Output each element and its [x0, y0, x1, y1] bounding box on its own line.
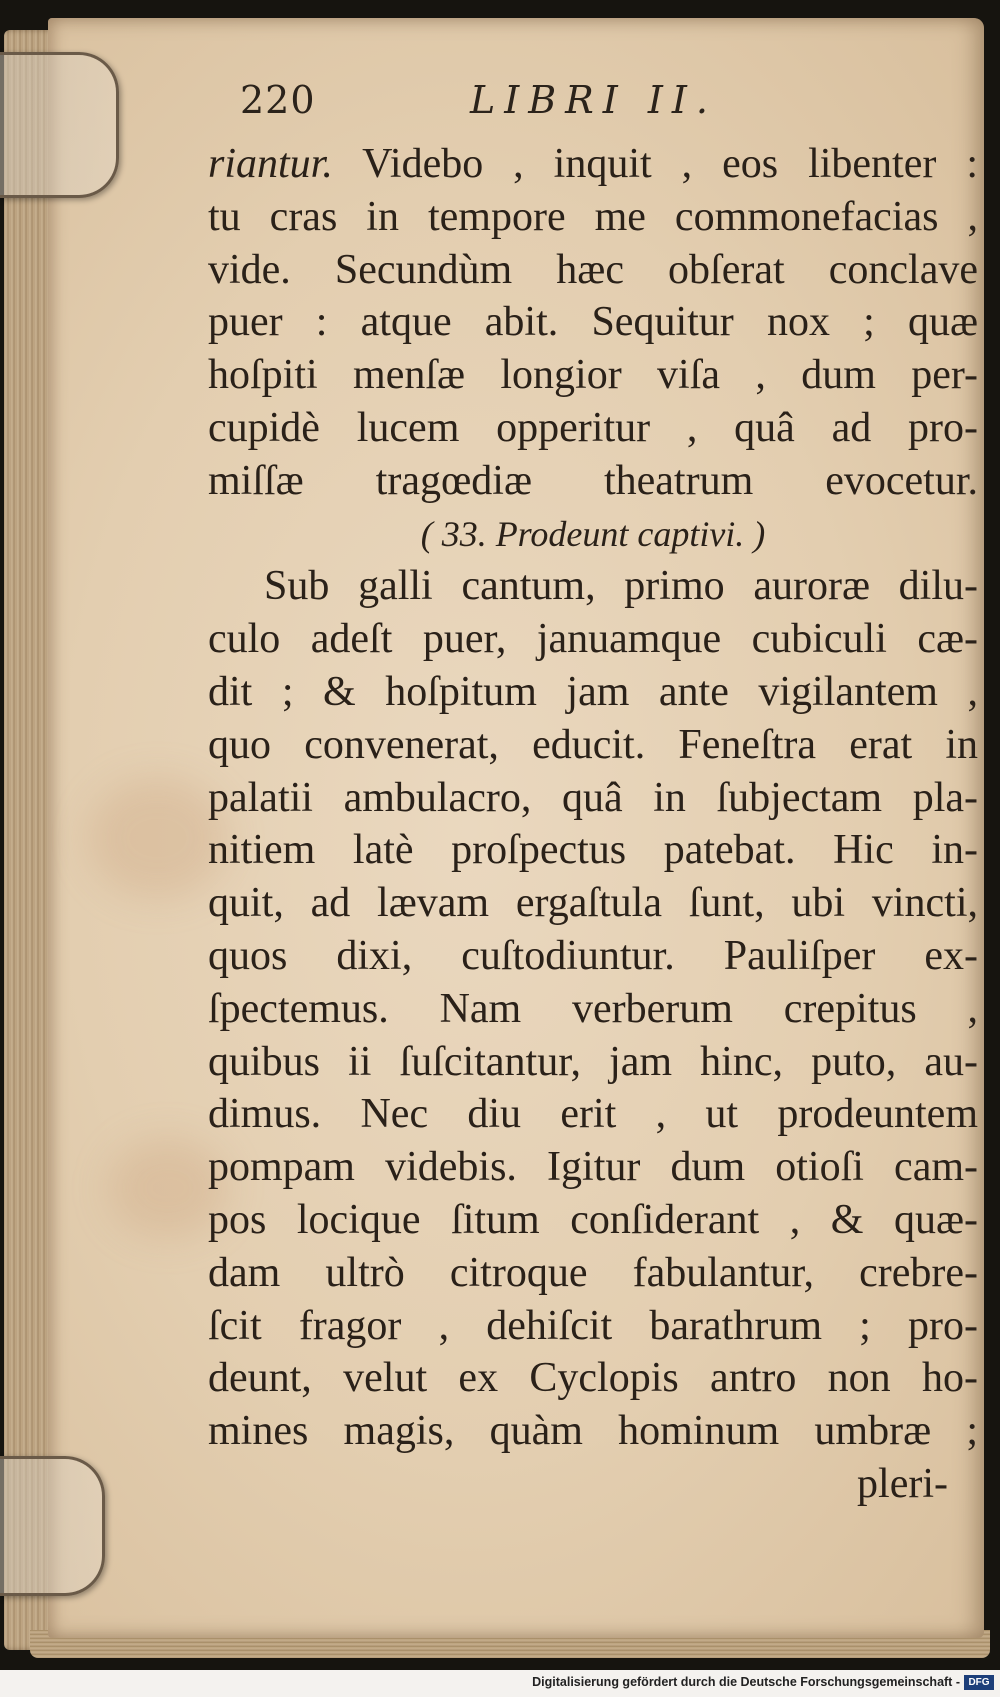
- text-line: dam ultrò citroque fabulantur, crebre-: [208, 1249, 978, 1296]
- text-line: pos locique ſitum conſiderant , & quæ-: [208, 1196, 978, 1243]
- dfg-logo-icon: DFG: [964, 1675, 994, 1690]
- text-line: puer : atque abit. Sequitur nox ; quæ: [208, 299, 978, 346]
- body-text: [208, 138, 978, 1511]
- text-line: [208, 138, 978, 191]
- footer-bar: [0, 1670, 1000, 1697]
- text-line: pompam videbis. Igitur dum otioſi cam-: [208, 1144, 978, 1191]
- page-clip-bottom: [0, 1456, 105, 1596]
- text-line-rest: Videbo , inquit , eos libenter :: [332, 141, 978, 187]
- section-heading: ( 33. Prodeunt captivi. ): [420, 513, 766, 554]
- text-line: mines magis, quàm hominum umbræ ;: [208, 1408, 978, 1455]
- text-line: dimus. Nec diu erit , ut prodeuntem: [208, 1091, 978, 1138]
- catchword: pleri-: [857, 1460, 948, 1507]
- text-line: quo convenerat, educit. Feneſtra erat in: [208, 721, 978, 768]
- text-line: Sub galli cantum, primo auroræ dilu-: [264, 563, 978, 610]
- page-clip-top: [0, 52, 119, 198]
- text-line: cupidè lucem opperitur , quâ ad pro-: [208, 404, 978, 451]
- page-header: [230, 78, 950, 128]
- text-line: culo adeſt puer, januamque cubiculi cæ-: [208, 616, 978, 663]
- text-line: ſcit fragor , dehiſcit barathrum ; pro-: [208, 1302, 978, 1349]
- page-number: 220: [240, 78, 316, 122]
- text-line: miſſæ tragœdiæ theatrum evocetur.: [208, 457, 978, 504]
- text-line: nitiem latè proſpectus patebat. Hic in-: [208, 827, 978, 874]
- text-line: ſpectemus. Nam verberum crepitus ,: [208, 985, 978, 1032]
- text-line: palatii ambulacro, quâ in ſubjectam pla-: [208, 774, 978, 821]
- italic-word: riantur.: [208, 141, 333, 187]
- text-line: quit, ad lævam ergaſtula ſunt, ubi vincti,: [208, 880, 978, 927]
- paper-stain: [88, 778, 228, 898]
- text-line: vide. Secundùm hæc obſerat conclave: [208, 246, 978, 293]
- text-line: deunt, velut ex Cyclopis antro non ho-: [208, 1355, 978, 1402]
- text-line: quibus ii ſuſcitantur, jam hinc, puto, au-: [208, 1038, 978, 1085]
- text-line: quos dixi, cuſtodiuntur. Pauliſper ex-: [208, 932, 978, 979]
- text-line: tu cras in tempore me commonefacias ,: [208, 193, 978, 240]
- text-line: dit ; & hoſpitum jam ante vigilantem ,: [208, 668, 978, 715]
- funding-credit: Digitalisierung gefördert durch die Deutsche Forschungsgemeinschaft -: [532, 1675, 960, 1689]
- running-head: LIBRI II.: [470, 78, 717, 122]
- text-line: hoſpiti menſæ longior viſa , dum per-: [208, 352, 978, 399]
